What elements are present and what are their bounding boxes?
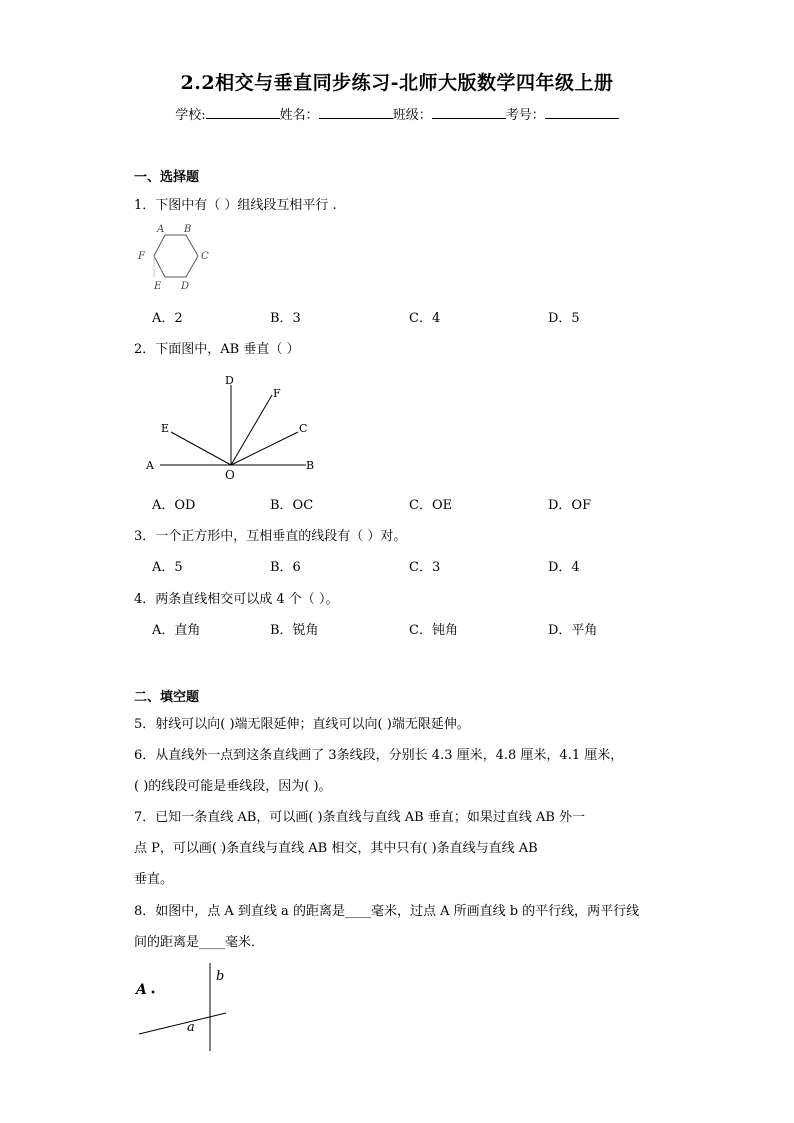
ray-label-d: D bbox=[225, 374, 234, 387]
q2-option-b[interactable]: B．OC bbox=[270, 498, 314, 513]
q4-option-c[interactable]: C．钝角 bbox=[409, 623, 458, 638]
point-line-figure bbox=[130, 958, 240, 1053]
question-8-line-1: 8．如图中，点 A 到直线 a 的距离是____毫米，过点 A 所画直线 b 的平行线，两平行线 bbox=[134, 904, 640, 919]
question-6-line-1: 6．从直线外一点到这条直线画了 3条线段，分别长 4.3 厘米，4.8 厘米，4.1 厘米， bbox=[134, 748, 624, 763]
q4-option-a[interactable]: A．直角 bbox=[152, 623, 201, 638]
question-3-text: 3．一个正方形中，互相垂直的线段有（ ）对。 bbox=[134, 529, 407, 544]
hex-label-c: C bbox=[201, 251, 209, 262]
ray-oe bbox=[171, 432, 231, 465]
angle-rays-figure bbox=[140, 368, 330, 483]
question-5-text: 5．射线可以向( )端无限延伸；直线可以向( )端无限延伸。 bbox=[134, 717, 470, 732]
hex-label-a: A bbox=[157, 224, 165, 235]
hexagon-shape bbox=[154, 235, 198, 277]
point-a-label: A bbox=[136, 982, 147, 998]
question-7-line-2: 点 P，可以画( )条直线与直线 AB 相交，其中只有( )条直线与直线 AB bbox=[134, 841, 538, 856]
hex-label-d: D bbox=[181, 281, 190, 292]
name-blank[interactable] bbox=[319, 106, 393, 119]
hex-label-b: B bbox=[184, 224, 192, 235]
ray-label-c: C bbox=[299, 422, 308, 435]
q2-option-a[interactable]: A．OD bbox=[152, 498, 196, 513]
ray-label-e: E bbox=[161, 422, 170, 435]
q3-option-c[interactable]: C．3 bbox=[409, 560, 441, 575]
page-title: 2.2相交与垂直同步练习-北师大版数学四年级上册 bbox=[180, 72, 614, 94]
q1-option-a[interactable]: A．2 bbox=[152, 311, 183, 326]
q1-option-b[interactable]: B．3 bbox=[270, 311, 301, 326]
q1-option-c[interactable]: C．4 bbox=[409, 311, 441, 326]
section-title-choice: 一、选择题 bbox=[134, 170, 200, 185]
q1-option-d[interactable]: D．5 bbox=[548, 311, 580, 326]
question-7-line-3: 垂直。 bbox=[134, 872, 174, 887]
q4-option-b[interactable]: B．锐角 bbox=[270, 623, 319, 638]
name-label: 姓名： bbox=[279, 108, 319, 123]
ray-label-o: O bbox=[225, 468, 235, 482]
ray-label-f: F bbox=[273, 387, 281, 400]
question-4-text: 4．两条直线相交可以成 4 个（ ）。 bbox=[134, 592, 339, 607]
hex-label-e: E bbox=[154, 281, 162, 292]
question-1-text: 1．下图中有（ ）组线段互相平行 . bbox=[134, 198, 337, 213]
line-a-label: a bbox=[187, 1020, 195, 1035]
q4-option-d[interactable]: D．平角 bbox=[548, 623, 598, 638]
point-a-dot bbox=[152, 991, 155, 994]
q3-option-d[interactable]: D．4 bbox=[548, 560, 580, 575]
question-8-line-2: 间的距离是____毫米． bbox=[134, 935, 265, 950]
student-info-row bbox=[0, 104, 794, 123]
q3-option-b[interactable]: B．6 bbox=[270, 560, 301, 575]
school-label: 学校: bbox=[175, 108, 206, 123]
hexagon-figure bbox=[130, 218, 215, 294]
exam-no-label: 考号： bbox=[505, 108, 545, 123]
ray-label-b: B bbox=[306, 459, 315, 472]
q2-option-c[interactable]: C．OE bbox=[409, 498, 453, 513]
question-6-line-2: ( )的线段可能是垂线段，因为( )。 bbox=[134, 779, 332, 794]
class-blank[interactable] bbox=[432, 106, 506, 119]
q2-option-d[interactable]: D．OF bbox=[548, 498, 592, 513]
ray-label-a: A bbox=[146, 459, 154, 472]
question-2-text: 2．下面图中，AB 垂直（ ） bbox=[134, 342, 300, 357]
section-title-fill: 二、填空题 bbox=[134, 690, 200, 705]
school-blank[interactable] bbox=[206, 106, 280, 119]
line-a bbox=[139, 1013, 226, 1034]
exam-no-blank[interactable] bbox=[545, 106, 619, 119]
line-b-label: b bbox=[216, 969, 225, 984]
question-7-line-1: 7．已知一条直线 AB，可以画( )条直线与直线 AB 垂直；如果过直线 AB 外一 bbox=[134, 810, 586, 825]
hex-label-f: F bbox=[138, 251, 145, 262]
q3-option-a[interactable]: A．5 bbox=[152, 560, 183, 575]
class-label: 班级： bbox=[392, 108, 432, 123]
